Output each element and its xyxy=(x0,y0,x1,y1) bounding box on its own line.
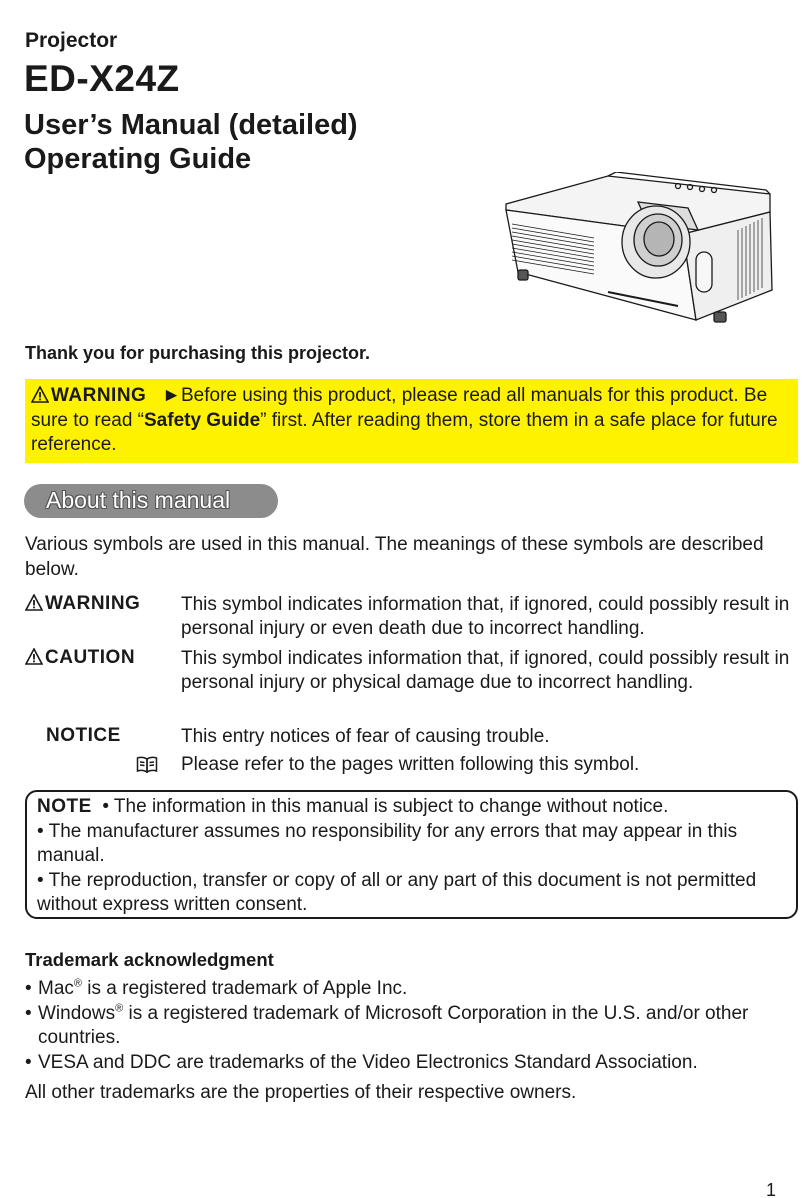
symbol-book-text: Please refer to the pages written following this symbol. xyxy=(181,754,640,775)
bullet: • xyxy=(25,1051,32,1073)
symbol-warning xyxy=(25,593,140,615)
thank-you-text: Thank you for purchasing this projector. xyxy=(25,343,371,363)
warning-box xyxy=(25,379,798,463)
projector-illustration xyxy=(498,172,778,327)
symbol-caution-label: CAUTION xyxy=(45,647,136,668)
symbol-caution xyxy=(25,647,135,669)
trademark-list xyxy=(25,977,800,1106)
book-icon xyxy=(136,756,158,773)
symbol-notice-label: NOTICE xyxy=(46,725,121,746)
warning-text-b: ” first. After reading them, store them in a safe place for future reference. xyxy=(31,409,778,455)
note-label: NOTE xyxy=(37,796,92,817)
intro-paragraph: Various symbols are used in this manual. The meanings of these symbols are described below. xyxy=(25,534,764,580)
title-line-2: Operating Guide xyxy=(24,143,252,175)
symbol-caution-text: This symbol indicates information that, if ignored, could possibly result in personal injury or physical damage due to incorrect handling. xyxy=(181,648,790,693)
safety-guide-ref: Safety Guide xyxy=(144,409,261,431)
registered-mark: ® xyxy=(73,977,83,990)
windows-name: Windows xyxy=(38,1002,116,1024)
document-title xyxy=(24,108,358,176)
note-item-3: • The reproduction, transfer or copy of all or any part of this document is not permitted without express written consent. xyxy=(37,869,757,915)
caution-triangle-icon xyxy=(25,648,43,665)
note-box xyxy=(25,790,798,919)
model-name: ED-X24Z xyxy=(24,58,180,99)
symbol-notice-text: This entry notices of fear of causing trouble. xyxy=(181,726,550,747)
section-title-about: About this manual xyxy=(24,484,278,518)
vesa-text: VESA and DDC are trademarks of the Video Electronics Standard Association. xyxy=(38,1051,698,1073)
mac-text: is a registered trademark of Apple Inc. xyxy=(82,978,408,999)
trademark-heading: Trademark acknowledgment xyxy=(25,949,274,970)
page-number: 1 xyxy=(766,1180,777,1198)
trademark-item-mac xyxy=(25,977,800,1002)
warning-triangle-icon xyxy=(25,594,43,611)
warning-triangle-icon xyxy=(31,386,49,403)
note-item-2: • The manufacturer assumes no responsibility for any errors that may appear in this manual. xyxy=(37,820,738,866)
warning-label: WARNING xyxy=(51,385,147,406)
note-item-1: • The information in this manual is subject to change without notice. xyxy=(102,796,669,817)
trademark-item-vesa xyxy=(25,1051,800,1076)
windows-text: is a registered trademark of Microsoft Corporation in the U.S. and/or other countries. xyxy=(38,1002,749,1048)
arrow-icon: ► xyxy=(162,385,181,406)
bullet: • xyxy=(25,978,32,999)
symbol-warning-label: WARNING xyxy=(45,593,141,614)
symbol-warning-text: This symbol indicates information that, if ignored, could possibly result in personal injury or even death due to incorrect handling. xyxy=(181,594,790,639)
trademark-footer: All other trademarks are the properties of their respective owners. xyxy=(25,1082,577,1103)
registered-mark: ® xyxy=(115,1002,124,1015)
warning-text-a: Before using this product, please read all manuals for this product. Be sure to read “ xyxy=(31,385,768,431)
bullet: • xyxy=(25,1002,32,1024)
product-type: Projector xyxy=(25,29,118,52)
trademark-item-windows xyxy=(25,1002,800,1051)
mac-name: Mac xyxy=(38,978,74,999)
title-line-1: User’s Manual (detailed) xyxy=(24,109,358,141)
